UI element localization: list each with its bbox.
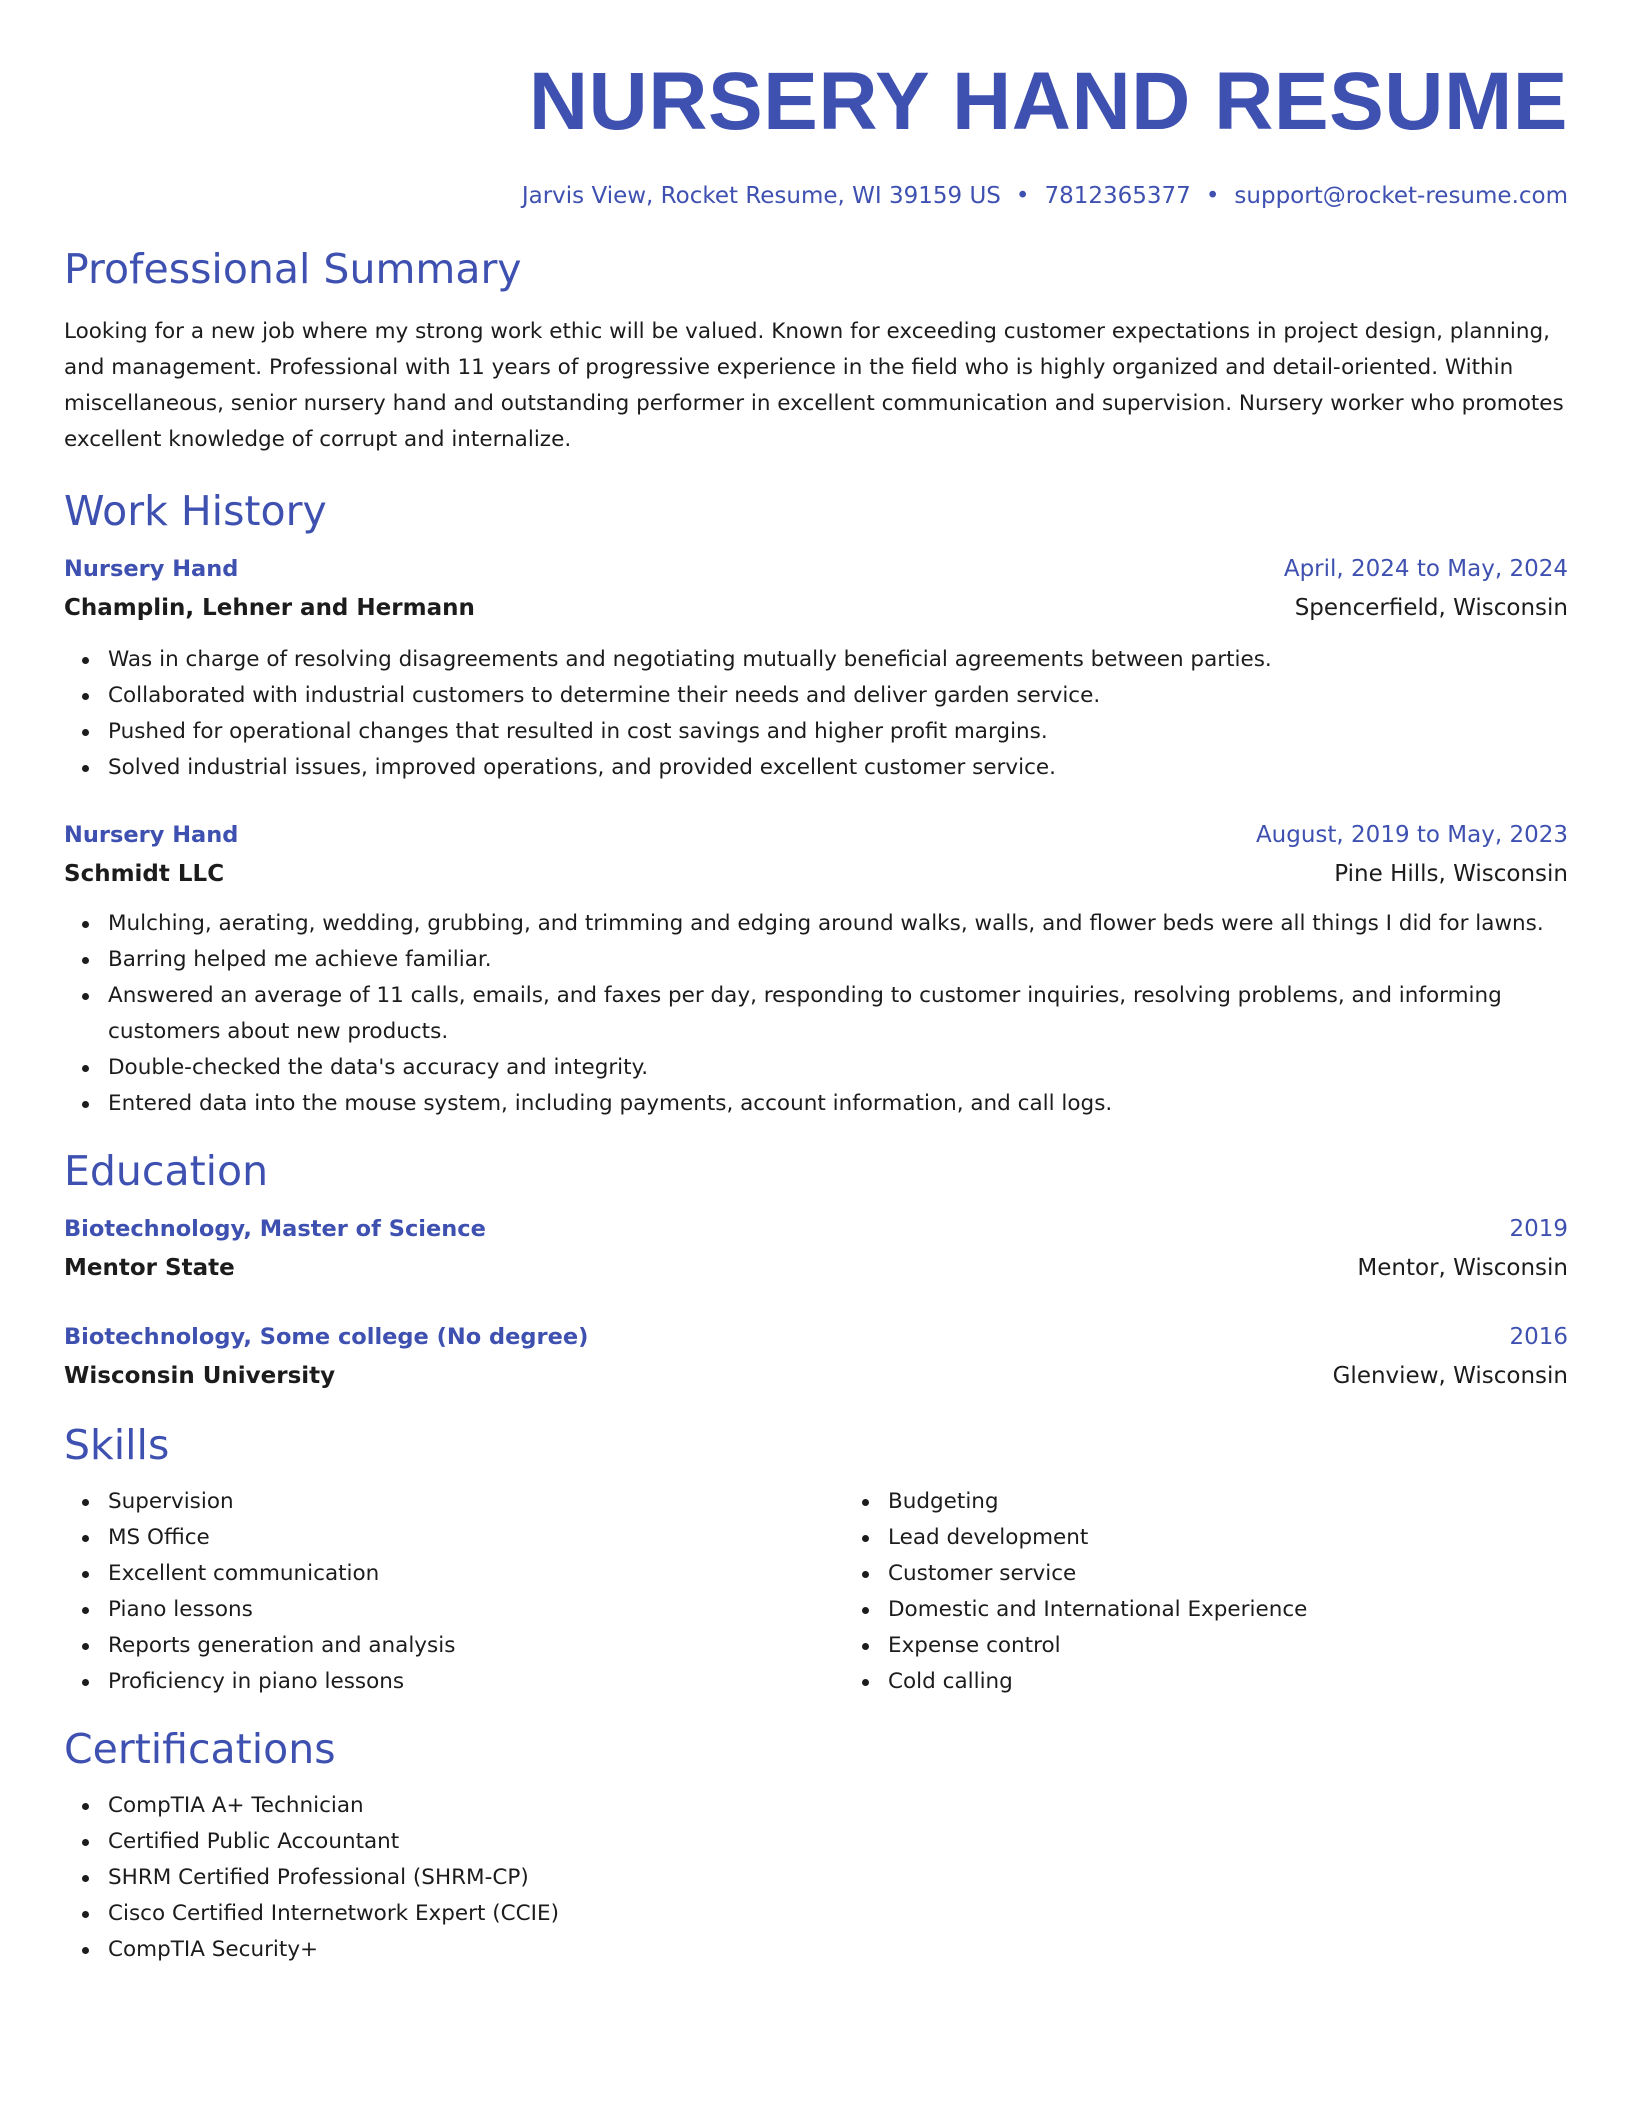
skills-list-left [64,1484,844,1700]
certification-item: Cisco Certified Internetwork Expert (CCIE) [108,1896,1568,1932]
education-header-row [64,1210,1568,1248]
skill-item: Proficiency in piano lessons [108,1664,844,1700]
job-title: Nursery Hand [64,822,239,848]
skill-item: Piano lessons [108,1592,844,1628]
list-item: Pushed for operational changes that resulted in cost savings and higher profit margins. [108,714,1568,750]
list-item: Entered data into the mouse system, including payments, account information, and call logs. [108,1086,1568,1122]
job-header-row [64,816,1568,854]
certification-item: Certified Public Accountant [108,1824,1568,1860]
contact-separator: • [1205,183,1220,209]
education-location: Mentor, Wisconsin [1357,1255,1568,1281]
education-entry [64,1318,1568,1396]
contact-line [64,180,1568,212]
job-entry [64,550,1568,786]
contact-email[interactable]: support@rocket-resume.com [1234,183,1568,209]
skill-item: Reports generation and analysis [108,1628,844,1664]
contact-separator: • [1015,183,1030,209]
job-company: Champlin, Lehner and Hermann [64,595,475,621]
skill-item: Budgeting [888,1484,1624,1520]
skill-item: Cold calling [888,1664,1624,1700]
education-degree: Biotechnology, Master of Science [64,1216,486,1242]
skill-item: Expense control [888,1628,1624,1664]
education-school: Wisconsin University [64,1363,336,1389]
summary-heading: Professional Summary [64,245,522,293]
education-year: 2019 [1509,1216,1568,1242]
contact-address: Jarvis View, Rocket Resume, WI 39159 US [521,183,1001,209]
certification-item: CompTIA A+ Technician [108,1788,1568,1824]
job-dates: April, 2024 to May, 2024 [1283,556,1568,582]
list-item: Solved industrial issues, improved operations, and provided excellent customer service. [108,750,1568,786]
education-school: Mentor State [64,1255,235,1281]
list-item: Was in charge of resolving disagreements and negotiating mutually beneficial agreements between parties. [108,642,1568,678]
skill-item: Lead development [888,1520,1624,1556]
work-history-heading: Work History [64,487,327,535]
certification-item: CompTIA Security+ [108,1932,1568,1968]
education-year: 2016 [1509,1324,1568,1350]
education-location: Glenview, Wisconsin [1332,1363,1568,1389]
job-location: Pine Hills, Wisconsin [1334,861,1568,887]
list-item: Collaborated with industrial customers to determine their needs and deliver garden service. [108,678,1568,714]
job-header-row [64,550,1568,588]
certifications-heading: Certifications [64,1725,336,1773]
skill-item: MS Office [108,1520,844,1556]
job-company: Schmidt LLC [64,861,225,887]
education-header-row [64,1318,1568,1356]
skills-list-right [844,1484,1624,1700]
contact-phone: 7812365377 [1044,183,1191,209]
job-duties-list [64,642,1568,786]
job-duties-list [64,906,1568,1122]
job-title: Nursery Hand [64,556,239,582]
job-location: Spencerfield, Wisconsin [1294,595,1568,621]
job-company-row [64,588,1568,628]
education-school-row [64,1248,1568,1288]
job-entry [64,816,1568,1122]
list-item: Mulching, aerating, wedding, grubbing, and trimming and edging around walks, walls, and flower beds were all things I did for lawns. [108,906,1568,942]
skill-item: Domestic and International Experience [888,1592,1624,1628]
education-entry [64,1210,1568,1288]
certifications-list [64,1788,1568,1968]
education-degree: Biotechnology, Some college (No degree) [64,1324,589,1350]
skills-grid [64,1484,1568,1700]
skill-item: Excellent communication [108,1556,844,1592]
job-dates: August, 2019 to May, 2023 [1255,822,1568,848]
skill-item: Customer service [888,1556,1624,1592]
certification-item: SHRM Certified Professional (SHRM-CP) [108,1860,1568,1896]
list-item: Barring helped me achieve familiar. [108,942,1568,978]
list-item: Answered an average of 11 calls, emails, and faxes per day, responding to customer inquiries, resolving problems, and informing customers about new products. [108,978,1568,1050]
education-heading: Education [64,1147,269,1195]
summary-text: Looking for a new job where my strong work ethic will be valued. Known for exceeding customer expectations in project design, planning, and management. Professional with 11 years of progressive experience in the field who is highly organized and detail-oriented. Within miscellaneous, senior nursery hand and outstanding performer in excellent communication and supervision. Nursery worker who promotes excellent knowledge of corrupt and internalize. [64,319,1564,452]
education-school-row [64,1356,1568,1396]
list-item: Double-checked the data's accuracy and integrity. [108,1050,1568,1086]
skills-heading: Skills [64,1421,170,1469]
job-company-row [64,854,1568,894]
resume-title: NURSERY HAND RESUME [528,56,1568,147]
skill-item: Supervision [108,1484,844,1520]
